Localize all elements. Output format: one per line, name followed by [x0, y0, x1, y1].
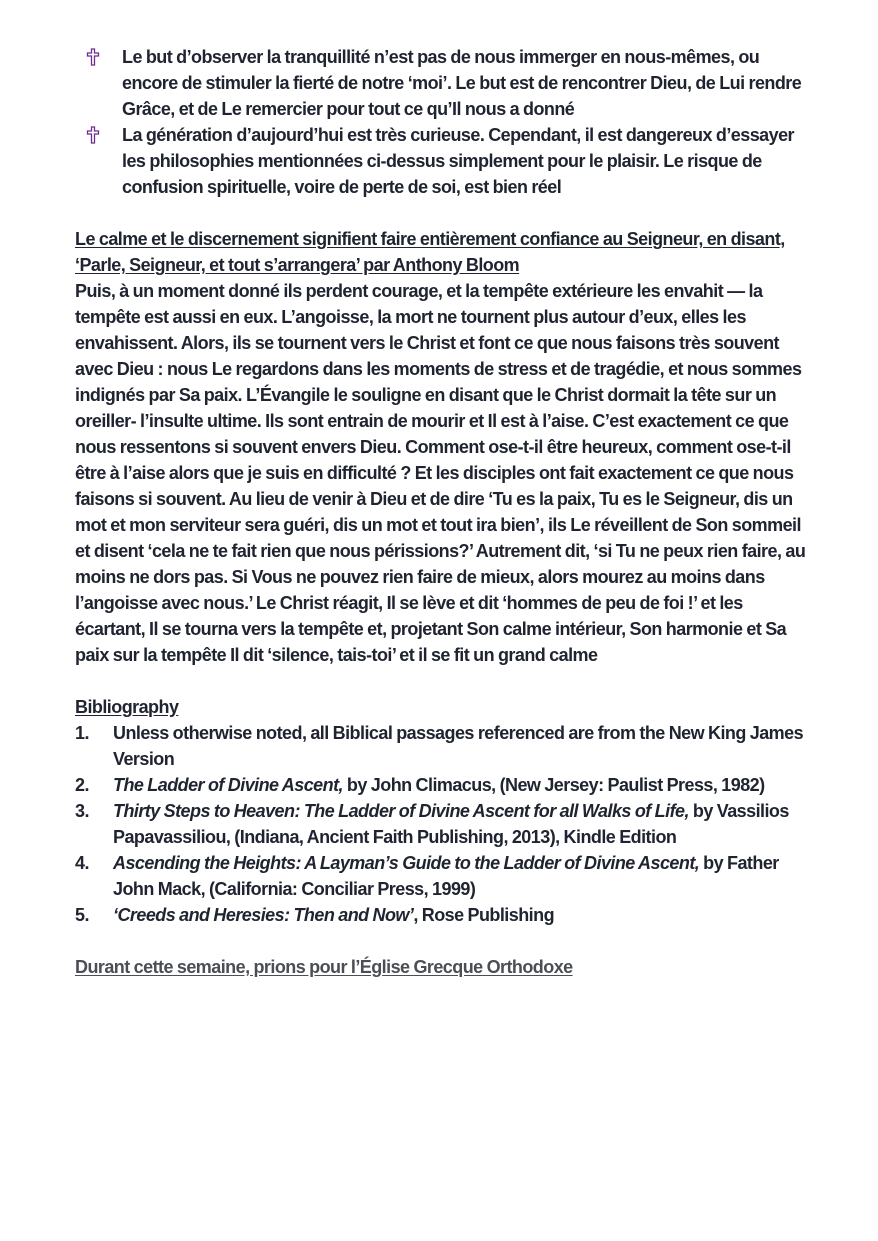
- bibliography-number: 1.: [75, 723, 89, 743]
- bibliography-title: ‘Creeds and Heresies: Then and Now’: [113, 905, 414, 925]
- bibliography-item: [75, 772, 810, 798]
- bibliography-title: The Ladder of Divine Ascent,: [113, 775, 343, 795]
- bibliography-rest: by Vassilios Papavassiliou, (Indiana, Ancient Faith Publishing, 2013), Kindle Edition: [113, 801, 789, 847]
- bullet-item: [75, 122, 810, 200]
- bibliography-item: [75, 798, 810, 850]
- section-heading: Le calme et le discernement signifient faire entièrement confiance au Seigneur, en disant, ‘Parle, Seigneur, et tout s’arrangera’ par Anthony Bloom: [75, 229, 785, 275]
- bibliography-list: [75, 720, 810, 928]
- bibliography-number: 5.: [75, 905, 89, 925]
- cross-icon: [86, 126, 100, 144]
- bibliography-rest: by Father John Mack, (California: Conciliar Press, 1999): [113, 853, 779, 899]
- bibliography-title: Thirty Steps to Heaven: The Ladder of Divine Ascent for all Walks of Life,: [113, 801, 689, 821]
- spacer: [75, 200, 810, 226]
- bibliography-number: 2.: [75, 775, 89, 795]
- bibliography-rest: Unless otherwise noted, all Biblical passages referenced are from the New King James Version: [113, 723, 804, 769]
- bibliography-heading: Bibliography: [75, 697, 179, 717]
- bullet-text: La génération d’aujourd’hui est très curieuse. Cependant, il est dangereux d’essayer les philosophies mentionnées ci-dessus simplement pour le plaisir. Le risque de confusion spirituelle, voire de perte de soi, est bien réel: [122, 125, 795, 197]
- bibliography-rest: , Rose Publishing: [413, 905, 555, 925]
- bibliography-item: [75, 850, 810, 902]
- closing-heading: Durant cette semaine, prions pour l’Église Grecque Orthodoxe: [75, 957, 573, 977]
- bullet-text: Le but d’observer la tranquillité n’est pas de nous immerger en nous-mêmes, ou encore de stimuler la fierté de notre ‘moi’. Le but est de rencontrer Dieu, de Lui rendre Grâce, et de Le remercier pour tout ce qu’Il nous a donné: [122, 47, 802, 119]
- document-page: [75, 44, 810, 980]
- section-paragraph: Puis, à un moment donné ils perdent courage, et la tempête extérieure les envahit — la tempête est aussi en eux. L’angoisse, la mort ne tournent plus autour d’eux, elles les envahissent. Alors, ils se tournent vers le Christ et font ce que nous faisons très souvent avec Dieu : nous Le regardons dans les moments de stress et de tragédie, et nous sommes indignés par Sa paix. L’Évangile le souligne en disant que le Christ dormait la tête sur un oreiller- l’insulte ultime. Ils sont entrain de mourir et Il est à l’aise. C’est exactement ce que nous ressentons si souvent envers Dieu. Comment ose-t-il être heureux, comment ose-t-il être à l’aise alors que je suis en difficulté ? Et les disciples ont fait exactement ce que nous faisons si souvent. Au lieu de venir à Dieu et de dire ‘Tu es la paix, Tu es le Seigneur, dis un mot et mon serviteur sera guéri, dis un mot et tout ira bien’, ils Le réveillent de Son sommeil et disent ‘cela ne te fait rien que nous périssions?’ Autrement dit, ‘si Tu ne peux rien faire, au moins ne dors pas. Si Vous ne pouvez rien faire de mieux, alors mourez au moins dans l’angoisse avec nous.’ Le Christ réagit, Il se lève et dit ‘hommes de peu de foi !’ et les écartant, Il se tourna vers la tempête et, projetant Son calme intérieur, Son harmonie et Sa paix sur la tempête Il dit ‘silence, tais-toi’ et il se fit un grand calme: [75, 281, 806, 665]
- cross-icon: [86, 48, 100, 66]
- bibliography-number: 3.: [75, 801, 89, 821]
- bibliography-item: [75, 902, 810, 928]
- bibliography-item: [75, 720, 810, 772]
- bibliography-rest: by John Climacus, (New Jersey: Paulist Press, 1982): [342, 775, 765, 795]
- spacer: [75, 928, 810, 954]
- bullet-list: [75, 44, 810, 200]
- bibliography-title: Ascending the Heights: A Layman’s Guide to the Ladder of Divine Ascent,: [113, 853, 700, 873]
- spacer: [75, 668, 810, 694]
- bibliography-number: 4.: [75, 853, 89, 873]
- bullet-item: [75, 44, 810, 122]
